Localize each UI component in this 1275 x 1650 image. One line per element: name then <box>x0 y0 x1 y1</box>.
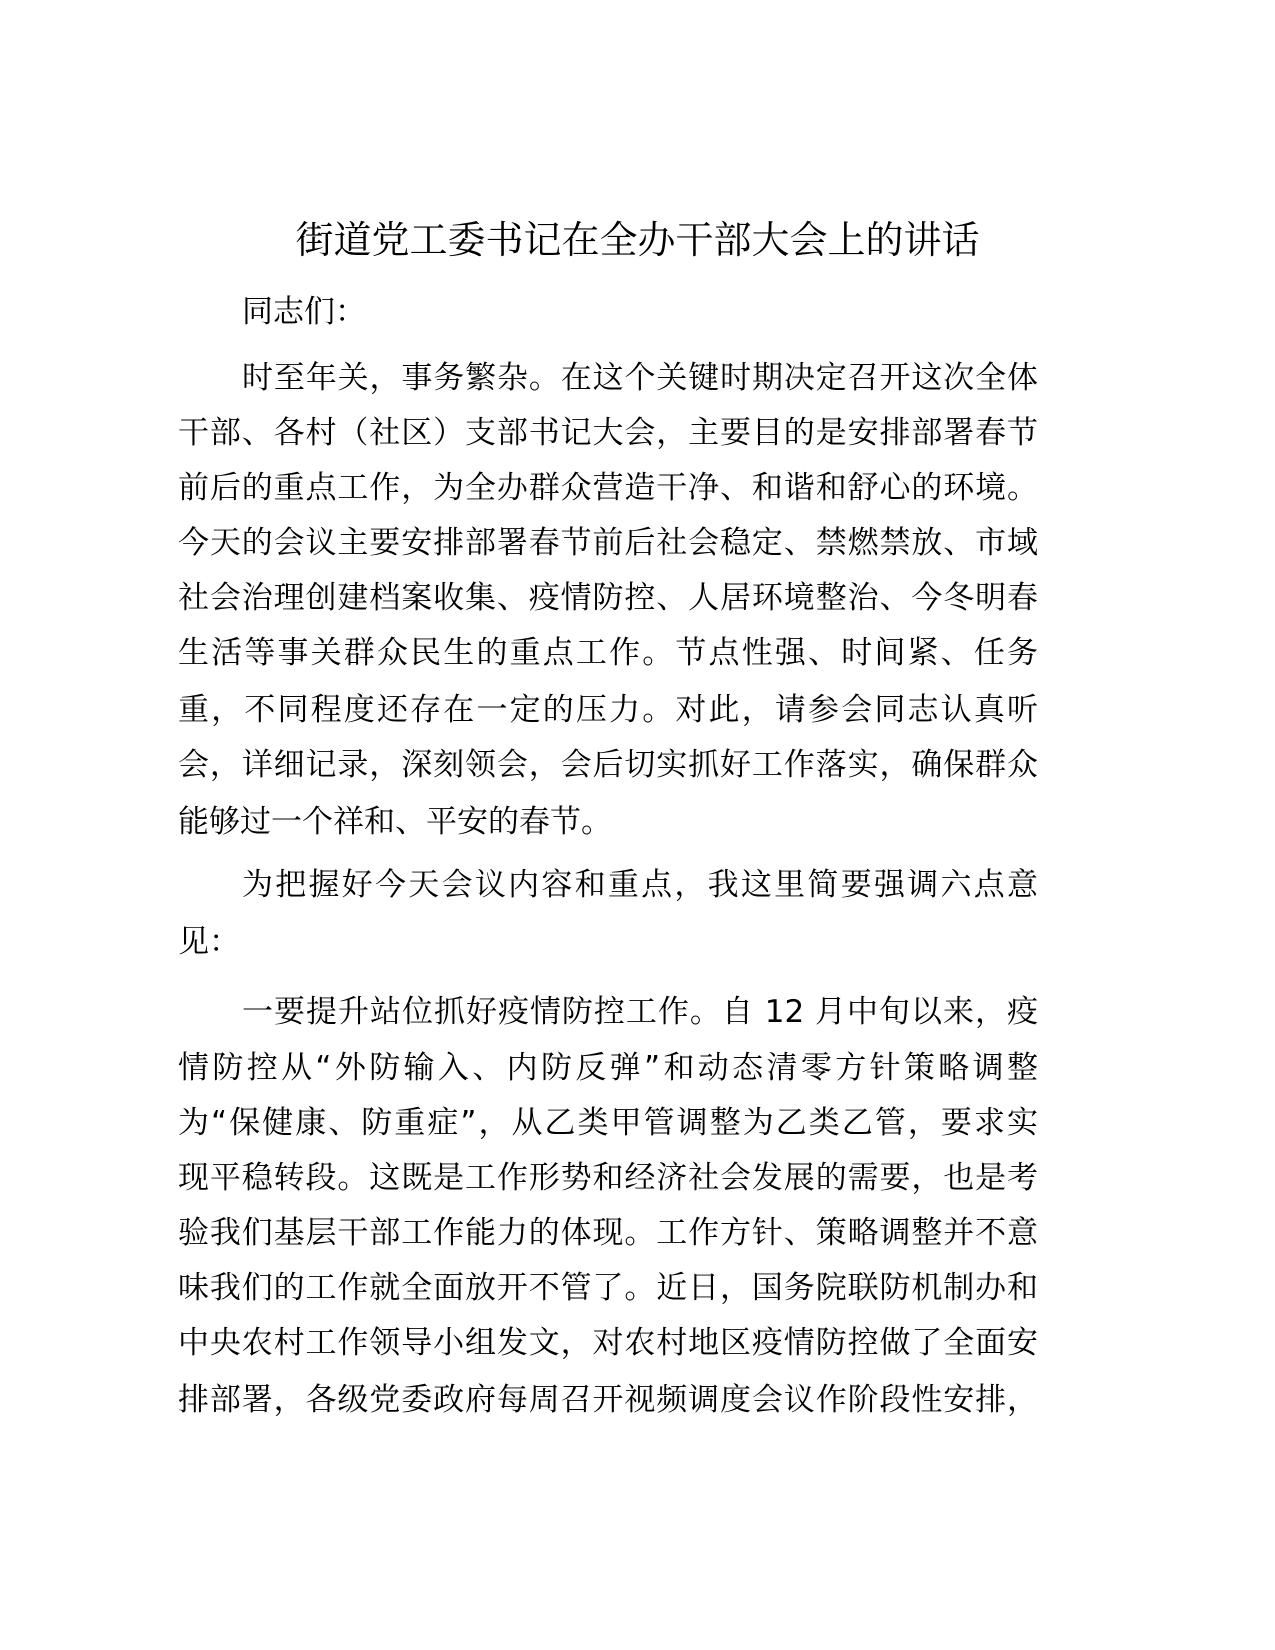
paragraph-line: 时至年关，事务繁杂。在这个关键时期决定召开这次全体 <box>242 360 1038 396</box>
paragraph-line: 排部署，各级党委政府每周召开视频调度会议作阶段性安排， <box>178 1382 1038 1418</box>
paragraph-line: 味我们的工作就全面放开不管了。近日，国务院联防机制办和 <box>178 1270 1038 1306</box>
paragraph-line: 能够过一个祥和、平安的春节。 <box>178 804 612 840</box>
paragraph-line: 社会治理创建档案收集、疫情防控、人居环境整治、今冬明春 <box>178 580 1038 616</box>
paragraph-line: 情防控从“外防输入、内防反弹”和动态清零方针策略调整 <box>178 1050 1038 1086</box>
paragraph-line: 一要提升站位抓好疫情防控工作。自 12 月中旬以来，疫 <box>242 994 1038 1030</box>
paragraph-line: 干部、各村（社区）支部书记大会，主要目的是安排部署春节 <box>178 415 1038 451</box>
paragraph-line: 今天的会议主要安排部署春节前后社会稳定、禁燃禁放、市域 <box>178 525 1038 561</box>
paragraph-line: 为把握好今天会议内容和重点，我这里简要强调六点意 <box>242 867 1038 903</box>
paragraph-line: 为“保健康、防重症”，从乙类甲管调整为乙类乙管，要求实 <box>178 1105 1038 1141</box>
salutation: 同志们： <box>242 294 366 330</box>
paragraph-line: 中央农村工作领导小组发文，对农村地区疫情防控做了全面安 <box>178 1325 1038 1361</box>
paragraph-line: 前后的重点工作，为全办群众营造干净、和谐和舒心的环境。 <box>178 470 1038 506</box>
document-title: 街道党工委书记在全办干部大会上的讲话 <box>295 218 980 262</box>
paragraph-line: 生活等事关群众民生的重点工作。节点性强、时间紧、任务 <box>178 635 1038 671</box>
paragraph-line: 现平稳转段。这既是工作形势和经济社会发展的需要，也是考 <box>178 1160 1038 1196</box>
paragraph-line: 会，详细记录，深刻领会，会后切实抓好工作落实，确保群众 <box>178 747 1038 783</box>
paragraph-line: 见： <box>178 924 240 960</box>
paragraph-line: 验我们基层干部工作能力的体现。工作方针、策略调整并不意 <box>178 1215 1038 1251</box>
paragraph-line: 重，不同程度还存在一定的压力。对此，请参会同志认真听 <box>178 692 1038 728</box>
